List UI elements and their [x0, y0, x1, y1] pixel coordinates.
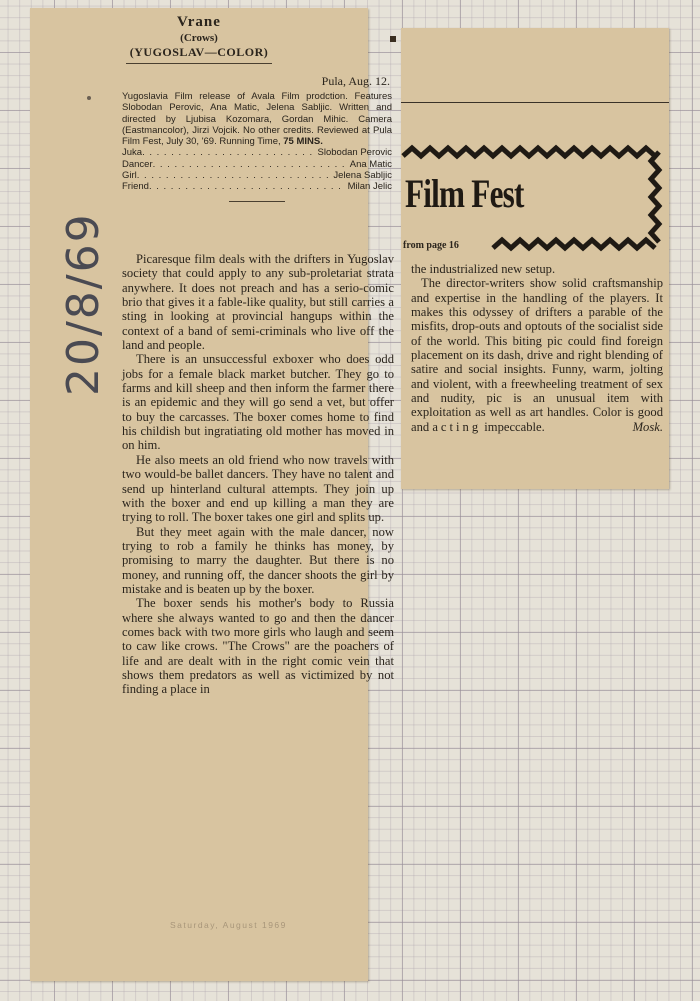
cast-row	[122, 159, 392, 170]
cast-actor: Jelena Sabljic	[333, 170, 392, 182]
review-paragraph: There is an unsuccessful exboxer who does odd jobs for a female black market butcher. They go to farms and kill sheep and then inform the farmer there is an epidemic and they will go send a vet, but offer to buy the carcasses. The boxer comes home to find his childish but ingratiating old mother has moved in on him.	[122, 352, 394, 453]
jump-line: from page 16	[403, 240, 459, 251]
reviewer-signature: Mosk.	[632, 419, 663, 434]
review-paragraph: He also meets an old friend who now travels with two would-be ballet dancers. They have no talent and send up hinterland cultural attempts. They join up with the boxer and end up killing a man they are trying to roll. The boxer takes one girl and splits up.	[122, 452, 394, 525]
cast-actor: Slobodan Perovic	[317, 147, 392, 159]
cast-row	[122, 170, 392, 181]
cast-role: Juka	[122, 147, 143, 159]
handwritten-date-text: 20/8/69	[58, 212, 109, 396]
review-body	[122, 252, 394, 697]
cast-role: Girl	[122, 170, 137, 182]
header-rule	[126, 63, 272, 64]
leader-dots	[149, 181, 345, 192]
continuation-clipping	[401, 28, 669, 489]
leader-dots	[137, 170, 331, 181]
faint-footer: Saturday, August 1969	[170, 920, 287, 930]
film-title: Vrane	[177, 14, 221, 30]
review-header	[30, 14, 368, 60]
cast-row	[122, 181, 392, 192]
banner-title: Film Fest	[405, 171, 524, 216]
continuation-paragraph	[411, 276, 663, 434]
film-subtitle: (Crows)	[180, 32, 218, 44]
continuation-lead: the industrialized new setup.	[411, 262, 556, 276]
review-paragraph: But they meet again with the male dancer, now trying to rob a family he thinks has money, by promising to marry the daughter. But there is no money, and running off, the dancer shoots the girl by mistake and is beaten up by the boxer.	[122, 524, 394, 596]
leader-dots	[142, 147, 314, 158]
review-paragraph: Picaresque film deals with the drifters in Yugoslav society that could apply to any sub-proletariat strata anywhere. It does not preach and has a serio-comic brio that gives it a fable-like quality, but still carries a sting in looking at provincial hangups within the context of a band of semi-criminals who live off the land and people.	[122, 252, 394, 353]
cast-role: Friend	[122, 181, 149, 193]
continuation-text: The director-writers show solid craftsmanship and expertise in the handling of the players. It makes this odyssey of drifters a parable of the misfits, drop-outs and optouts of the socialist side of the world. This biting pic could find foreign placement on its dash, drive and right blending of satire and social insights. Funny, warm, jolting and violent, with a freewheeling treatment of sex and nudity, pic is an unusual item with exploitation as well as art handles. Color is good and	[411, 276, 663, 434]
credits-rule	[229, 201, 285, 202]
spaced-word: acting	[432, 419, 482, 434]
film-origin: (YUGOSLAV—COLOR)	[129, 45, 269, 59]
credits-text	[122, 91, 392, 147]
review-paragraph: The boxer sends his mother's body to Russia where she always wanted to go and then the dancer comes back with two more girls who laugh and seem to caw like crows. "The Crows" are the poachers of life and are dealt with in the right comic vein that shows them predators as well as victimized by not finding a place in	[122, 596, 394, 697]
cast-role: Dancer	[122, 158, 153, 170]
credits-body: Yugoslavia Film release of Avala Film prodction. Features Slobodan Perovic, Ana Matic, Jelena Sabljic. Written and directed by Ljubisa Kozomara, Gordan Mihic. Camera (Eastmancolor), Jirzi Vojcik. No other credits. Reviewed at Pula Film Fest, July 30, '69. Running Time,	[122, 91, 392, 148]
cast-actor: Milan Jelic	[347, 181, 392, 193]
tape-mark	[390, 36, 396, 42]
cast-list	[122, 147, 392, 192]
credits-block	[122, 74, 392, 206]
running-time: 75 MINS.	[283, 136, 323, 148]
cast-row	[122, 147, 392, 158]
dateline: Pula, Aug. 12.	[321, 74, 390, 88]
ink-dot	[87, 96, 91, 100]
continuation-body	[411, 262, 663, 434]
banner-rule	[401, 102, 669, 103]
handwritten-date	[58, 124, 109, 396]
cast-actor: Ana Matic	[349, 158, 392, 170]
review-clipping	[30, 8, 394, 981]
leader-dots	[153, 159, 347, 170]
continuation-end: impeccable.	[484, 419, 545, 434]
